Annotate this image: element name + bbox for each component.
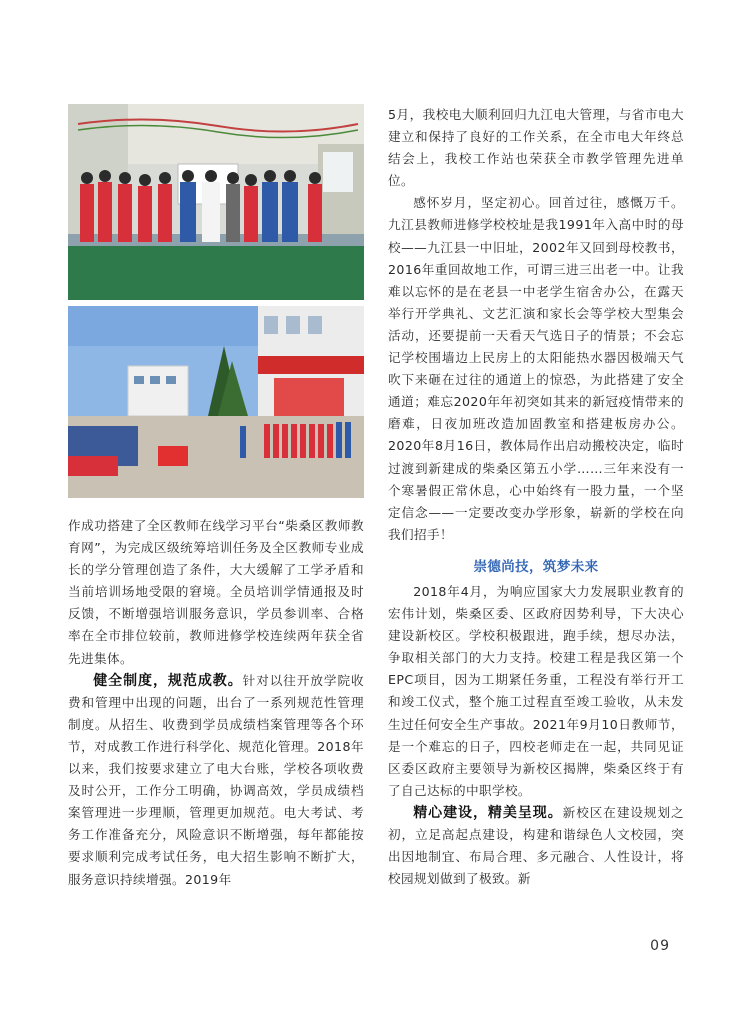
left-para-2-body: 针对以往开放学院收费和管理中出现的问题，出台了一系列规范性管理制度。从招生、收费到学员成绩档案管理等各个环节，对成教工作进行科学化、规范化管理。2018年以来，我们按要求建立了电大台账，学校各项收费及时公开，工作分工明确，协调高效，学员成绩档案管理进一步理顺，管理更加规范。电大考试、考务工作准备充分，风险意识不断增强，每年都能按要求顺利完成考试任务，电大招生影响不断扩大，服务意识持续增强。2019年 <box>68 672 364 887</box>
right-para-4-body: 新校区在建设规划之初，立足高起点建设，构建和谐绿色人文校园，突出因地制宜、布局合理、多元融合、人性设计，将校园规划做到了极致。新 <box>388 804 684 887</box>
right-para-4 <box>388 802 684 890</box>
left-para-2 <box>68 670 364 891</box>
page-number: 09 <box>650 938 670 954</box>
right-column <box>388 104 684 890</box>
left-column <box>68 515 364 891</box>
right-para-3: 2018年4月，为响应国家大力发展职业教育的宏伟计划，柴桑区委、区政府因势利导，下大决心建设新校区。学校积极跟进，跑手续，想尽办法，争取相关部门的大力支持。校建工程是我区第一个EPC项目，因为工期紧任务重，工程没有举行开工和竣工仪式，整个施工过程直至竣工验收，从未发生过任何安全生产事故。2021年9月10日教师节，是一个难忘的日子，四校老师走在一起，共同见证区委区政府主要领导为新校区揭牌，柴桑区终于有了自己达标的中职学校。 <box>388 583 684 798</box>
right-para-1: 5月，我校电大顺利回归九江电大管理，与省市电大建立和保持了良好的工作关系，在全市电大年终总结会上，我校工作站也荣获全市教学管理先进单位。 <box>388 107 684 189</box>
photo-outdoor-ceremony <box>68 306 364 498</box>
photo-award-ceremony <box>68 104 364 300</box>
right-para-4-lead: 精心建设，精美呈现。 <box>413 804 563 821</box>
section-title: 崇德尚技，筑梦未来 <box>473 558 599 575</box>
right-para-2: 感怀岁月，坚定初心。回首过往，感慨万千。九江县教师进修学校校址是我1991年入高中时的母校——九江县一中旧址，2002年又回到母校教书，2016年重回故地工作，可谓三进三出老一中。让我难以忘怀的是在老县一中老学生宿舍办公，在露天举行开学典礼、文艺汇演和家长会等学校大型集会活动，还要提前一天看天气选日子的情景；不会忘记学校围墙边上民房上的太阳能热水器因极端天气吹下来砸在过往的通道上的惊恐，为此搭建了安全通道；难忘2020年年初突如其来的新冠疫情带来的磨难，日夜加班改造加固教室和搭建板房办公。2020年8月16日，教体局作出启动搬校决定，临时过渡到新建成的柴桑区第五小学……三年来没有一个寒暑假正常休息，心中始终有一股力量，一个坚定信念——一定要改变办学形象，崭新的学校在向我们招手！ <box>388 195 684 542</box>
left-para-1: 作成功搭建了全区教师在线学习平台“柴桑区教师教育网”，为完成区级统筹培训任务及全区教师专业成长的学分管理创造了条件，大大缓解了工学矛盾和当前培训场地受限的窘境。全员培训学情通报及时反馈，不断增强培训服务意识，学员参训率、合格率在全市排位较前，教师进修学校连续两年获全省先进集体。 <box>68 518 364 666</box>
left-para-2-lead: 健全制度，规范成教。 <box>93 672 243 689</box>
